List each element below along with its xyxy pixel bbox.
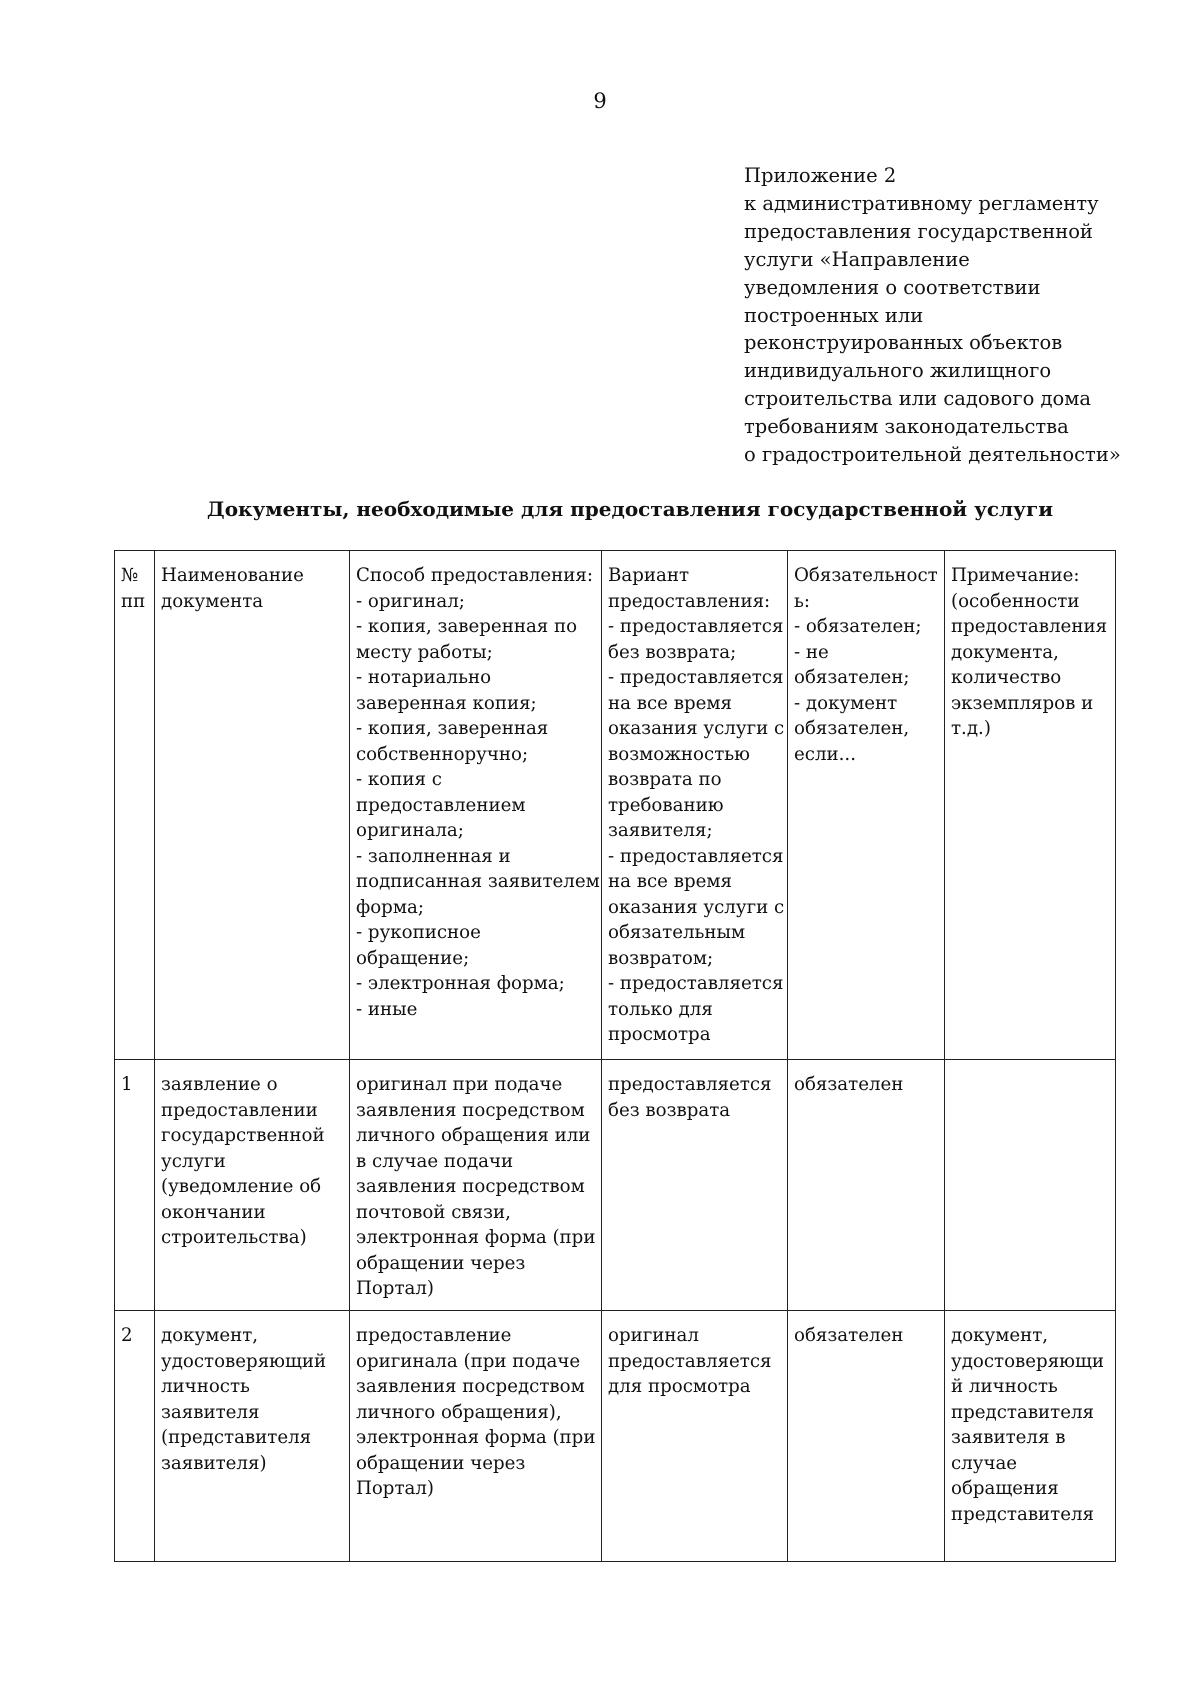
cell-text-line: - документ: [794, 692, 898, 714]
table-header-row: [115, 551, 1116, 1060]
cell-text-line: - оригинал;: [356, 590, 465, 612]
cell-document-name: [155, 1311, 350, 1562]
appendix-block: [744, 162, 1164, 469]
header-cell-submission-variant: [602, 551, 788, 1060]
documents-table: [114, 550, 1116, 1562]
cell-text-line: (представителя: [161, 1427, 312, 1448]
cell-text-line: заявления посредством: [356, 1376, 585, 1397]
cell-text-line: возвратом;: [608, 947, 714, 969]
cell-text-line: предоставлением: [356, 794, 526, 816]
cell-text-line: пп: [121, 590, 146, 612]
cell-text-line: заверенная копия;: [356, 692, 537, 714]
cell-note: [945, 1311, 1116, 1562]
cell-text-line: документ,: [951, 1325, 1049, 1346]
cell-text-line: подписанная заявителем: [356, 871, 600, 892]
cell-text-line: - предоставляется: [608, 845, 784, 867]
cell-text-line: месту работы;: [356, 641, 493, 663]
appendix-line: требованиям законодательства: [744, 415, 1069, 439]
appendix-line: реконструированных объектов: [744, 331, 1063, 355]
cell-text-line: документ,: [161, 1325, 259, 1346]
cell-text-line: Способ предоставления:: [356, 565, 594, 586]
cell-number: [115, 1311, 155, 1562]
appendix-line: Приложение 2: [744, 164, 897, 187]
cell-text-line: оказания услуги с: [608, 896, 785, 918]
cell-submission-method: [350, 1060, 602, 1311]
cell-text-line: обязательным: [608, 922, 746, 943]
cell-text-line: представителя: [951, 1401, 1095, 1423]
cell-text-line: обязателен;: [794, 667, 910, 688]
cell-text-line: возможностью: [608, 743, 750, 765]
cell-text-line: экземпляров и: [951, 692, 1094, 714]
cell-text-line: предоставления: [951, 616, 1108, 637]
cell-text-line: государственной: [161, 1125, 325, 1146]
cell-text-line: 2: [121, 1325, 133, 1346]
cell-text-line: обращения: [951, 1478, 1059, 1499]
cell-text-line: обращении через: [356, 1252, 526, 1274]
cell-text-line: Портал): [356, 1478, 435, 1499]
table-row: [115, 1311, 1116, 1562]
cell-text-line: Примечание:: [951, 565, 1080, 586]
cell-text-line: без возврата;: [608, 641, 737, 663]
appendix-line: индивидуального жилищного: [744, 359, 1052, 383]
cell-text-line: - иные: [356, 998, 418, 1020]
cell-text-line: без возврата: [608, 1099, 731, 1121]
cell-text-line: предоставляется: [608, 1350, 772, 1372]
appendix-line: построенных или: [744, 303, 924, 327]
cell-text-line: предоставляется: [608, 1074, 772, 1095]
cell-text-line: услуги: [161, 1150, 226, 1172]
cell-text-line: личного обращения или: [356, 1125, 591, 1146]
cell-text-line: личного обращения),: [356, 1401, 562, 1423]
cell-text-line: личность: [161, 1376, 250, 1397]
cell-text-line: предоставление: [356, 1325, 512, 1346]
cell-text-line: заявителя в: [951, 1427, 1066, 1448]
cell-text-line: форма;: [356, 896, 424, 918]
cell-text-line: электронная форма (при: [356, 1427, 596, 1448]
cell-text-line: обязателен: [794, 1074, 904, 1095]
document-title: Документы, необходимые для предоставления государственной услуги: [206, 497, 1054, 521]
cell-submission-method: [350, 1311, 602, 1562]
cell-text-line: - предоставляется: [608, 667, 784, 688]
cell-text-line: количество: [951, 667, 1062, 688]
cell-text-line: удостоверяющи: [951, 1350, 1105, 1372]
cell-text-line: окончании: [161, 1201, 266, 1223]
cell-text-line: - не: [794, 641, 829, 663]
cell-obligation: [788, 1311, 945, 1562]
cell-text-line: предоставлении: [161, 1099, 318, 1121]
cell-text-line: - нотариально: [356, 667, 492, 688]
cell-text-line: требованию: [608, 794, 724, 816]
header-cell-obligation: [788, 551, 945, 1060]
cell-text-line: только для: [608, 998, 713, 1020]
documents-table-body: [115, 551, 1116, 1562]
cell-text-line: оригинал при подаче: [356, 1074, 563, 1095]
cell-text-line: 1: [121, 1074, 133, 1095]
cell-text-line: Вариант: [608, 565, 690, 586]
cell-document-name: [155, 1060, 350, 1311]
table-row: [115, 1060, 1116, 1311]
cell-text-line: обязателен,: [794, 718, 910, 739]
appendix-line: строительства или садового дома: [744, 387, 1092, 411]
header-cell-document-name: [155, 551, 350, 1060]
cell-text-line: оригинала;: [356, 820, 464, 841]
cell-text-line: №: [121, 565, 139, 586]
cell-text-line: - заполненная и: [356, 845, 511, 867]
cell-text-line: - предоставляется: [608, 616, 784, 637]
cell-text-line: обращении через: [356, 1452, 526, 1474]
page-number: 9: [593, 89, 607, 113]
cell-text-line: почтовой связи,: [356, 1201, 511, 1223]
cell-text-line: - копия, заверенная: [356, 718, 549, 739]
cell-text-line: для просмотра: [608, 1376, 751, 1397]
cell-text-line: й личность: [951, 1376, 1058, 1397]
cell-text-line: заявителя: [161, 1401, 260, 1423]
cell-text-line: оказания услуги с: [608, 718, 785, 739]
cell-text-line: заявления посредством: [356, 1176, 585, 1197]
cell-text-line: строительства): [161, 1227, 307, 1248]
cell-text-line: т.д.): [951, 718, 991, 739]
appendix-line: уведомления о соответствии: [744, 275, 1041, 299]
cell-text-line: заявителя;: [608, 820, 713, 841]
cell-text-line: - предоставляется: [608, 973, 784, 994]
cell-text-line: ь:: [794, 590, 811, 612]
header-cell-submission-method: [350, 551, 602, 1060]
cell-text-line: предоставления:: [608, 590, 771, 612]
cell-text-line: обязателен: [794, 1325, 904, 1346]
cell-text-line: возврата по: [608, 769, 722, 790]
cell-number: [115, 1060, 155, 1311]
cell-text-line: - копия, заверенная по: [356, 616, 578, 637]
cell-submission-variant: [602, 1060, 788, 1311]
cell-text-line: в случае подачи: [356, 1150, 514, 1172]
header-cell-number: [115, 551, 155, 1060]
appendix-line: о градостроительной деятельности»: [744, 443, 1121, 467]
cell-text-line: - электронная форма;: [356, 973, 565, 994]
cell-text-line: оригинала (при подаче: [356, 1350, 581, 1372]
cell-text-line: электронная форма (при: [356, 1227, 596, 1248]
cell-text-line: - обязателен;: [794, 616, 922, 637]
cell-text-line: случае: [951, 1452, 1018, 1474]
appendix-line: услуги «Направление: [744, 247, 970, 271]
cell-text-line: Обязательност: [794, 565, 938, 586]
cell-text-line: заявителя): [161, 1452, 267, 1474]
cell-text-line: если...: [794, 743, 856, 765]
cell-text-line: просмотра: [608, 1024, 711, 1045]
cell-text-line: заявления посредством: [356, 1099, 585, 1121]
cell-obligation: [788, 1060, 945, 1311]
cell-text-line: (уведомление об: [161, 1176, 322, 1197]
appendix-line: к административному регламенту: [744, 191, 1099, 215]
cell-text-line: Наименование: [161, 565, 304, 586]
cell-text-line: на все время: [608, 692, 732, 714]
header-cell-note: [945, 551, 1116, 1060]
appendix-line: предоставления государственной: [744, 219, 1093, 243]
cell-text-line: оригинал: [608, 1325, 699, 1346]
cell-text-line: удостоверяющий: [161, 1350, 327, 1372]
cell-submission-variant: [602, 1311, 788, 1562]
cell-text-line: представителя: [951, 1503, 1095, 1525]
cell-text-line: собственноручно;: [356, 743, 529, 765]
cell-note: [945, 1060, 1116, 1311]
cell-text-line: Портал): [356, 1278, 435, 1299]
cell-text-line: заявление о: [161, 1074, 278, 1095]
cell-text-line: документа: [161, 590, 264, 612]
cell-text-line: (особенности: [951, 590, 1080, 612]
cell-text-line: на все время: [608, 871, 732, 892]
cell-text-line: обращение;: [356, 947, 470, 969]
cell-text-line: - рукописное: [356, 922, 481, 943]
cell-text-line: документа,: [951, 641, 1059, 663]
cell-text-line: - копия с: [356, 769, 442, 790]
